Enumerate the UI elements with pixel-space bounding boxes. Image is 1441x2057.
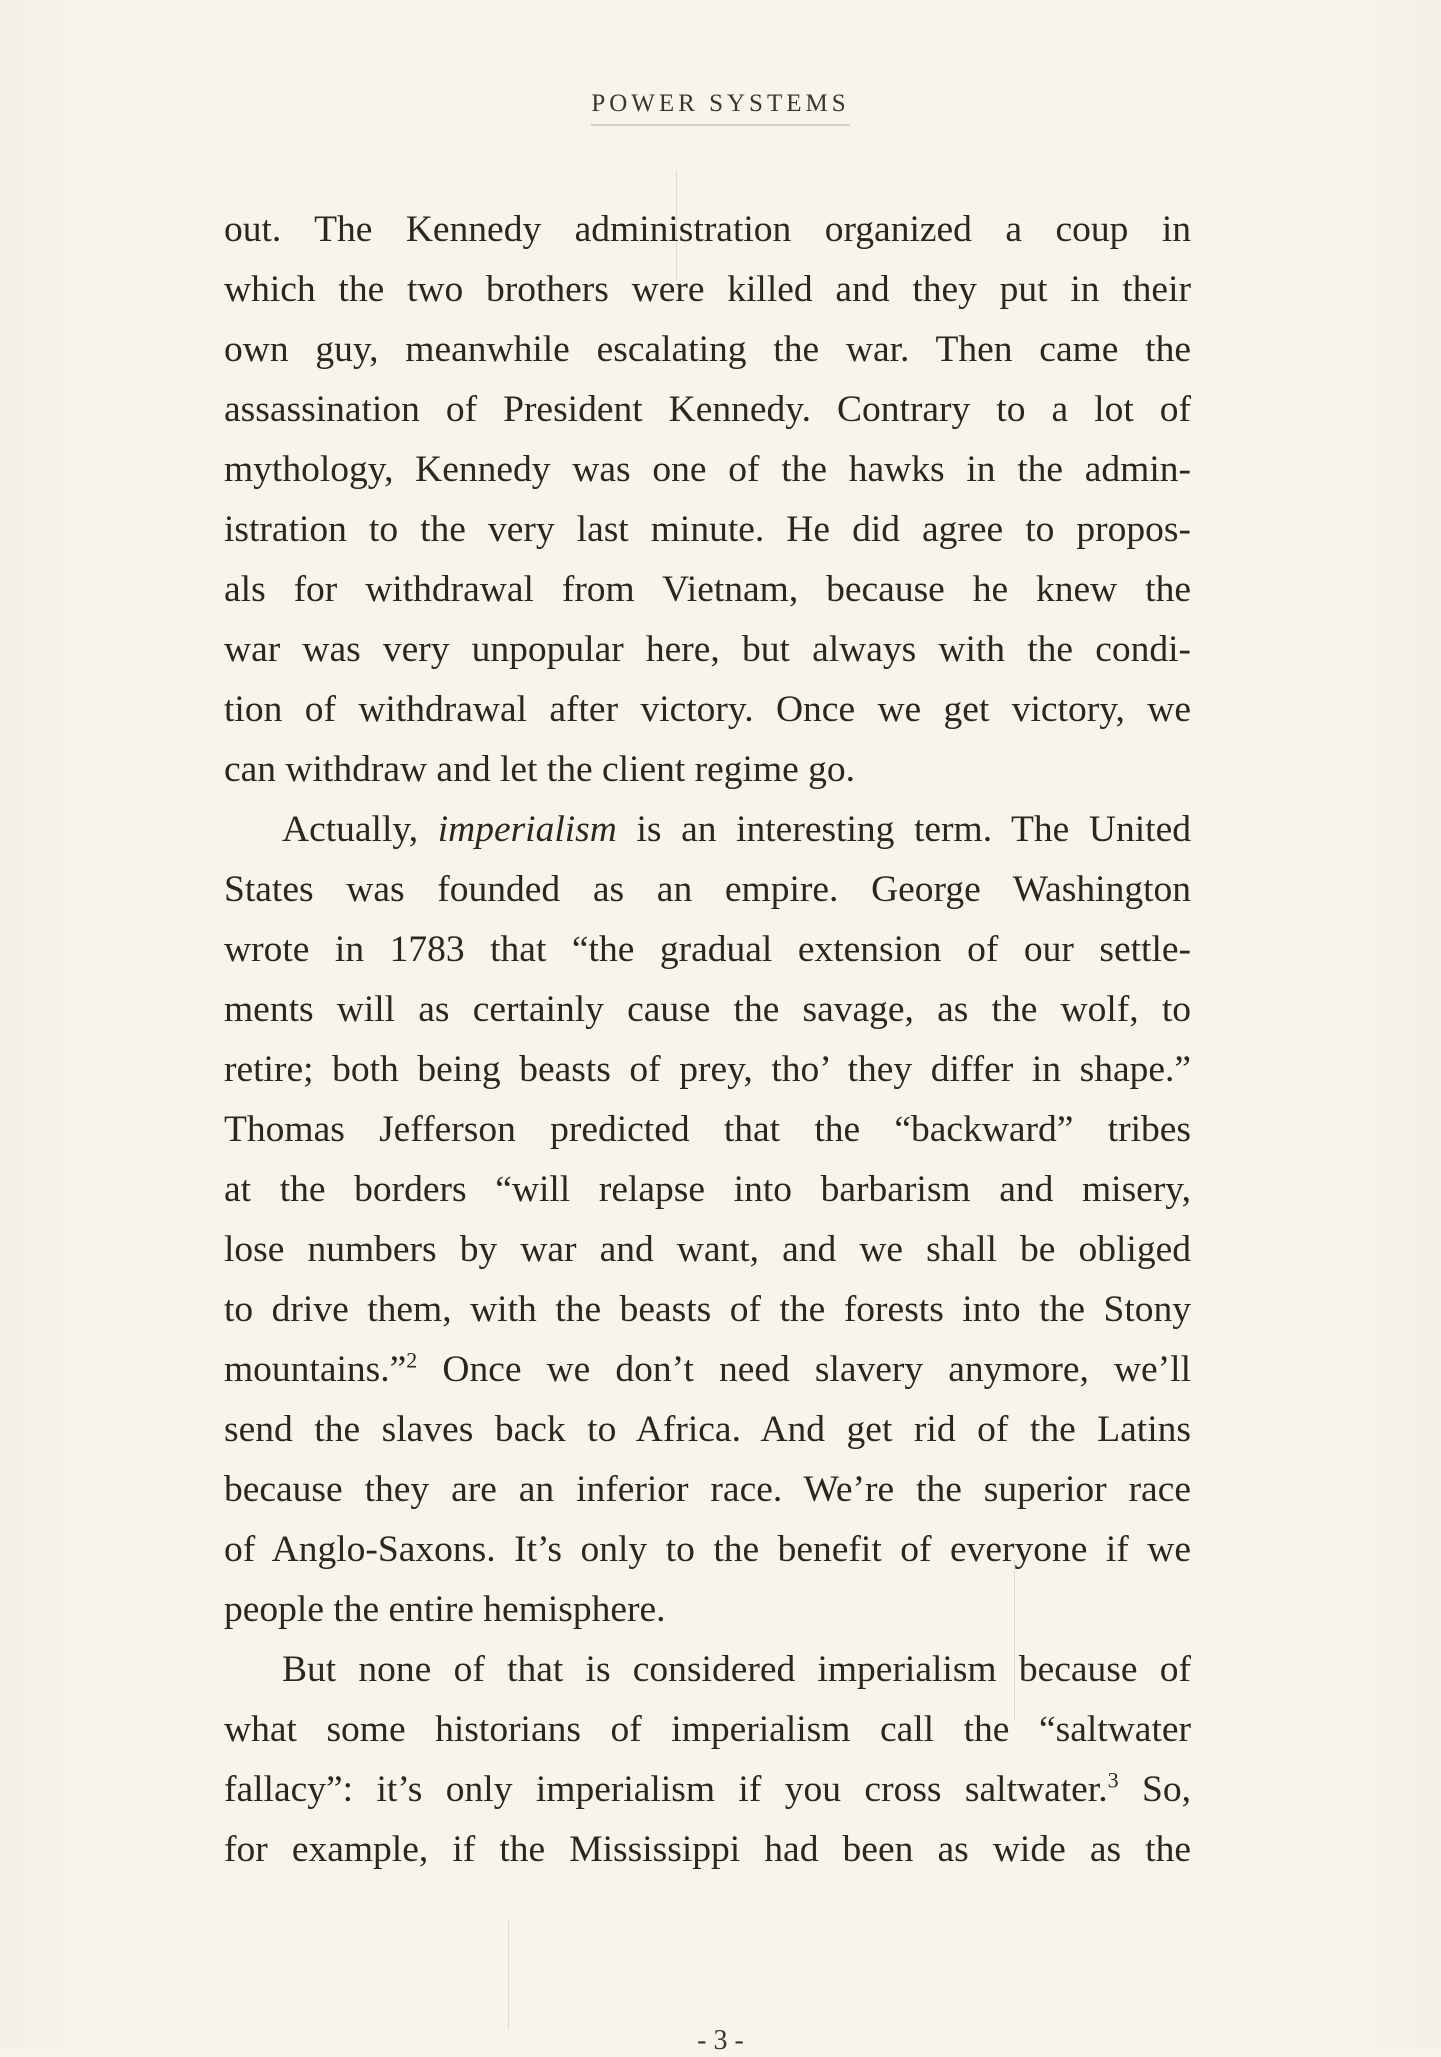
text-line: at the borders “will relapse into barbarism and misery, (224, 1169, 1191, 1210)
paragraph-3 (224, 1640, 1191, 1880)
text-line: als for withdrawal from Vietnam, because he knew the (224, 569, 1191, 610)
text-line: retire; both being beasts of prey, tho’ they differ in shape.” (224, 1049, 1191, 1090)
text-line: what some historians of imperialism call the “saltwater (224, 1709, 1191, 1750)
text-line: of Anglo-Saxons. It’s only to the benefit of everyone if we (224, 1529, 1191, 1570)
text-line: tion of withdrawal after victory. Once we get victory, we (224, 689, 1191, 730)
body-text (224, 200, 1191, 1880)
page-crease (508, 1920, 509, 2030)
text-line: to drive them, with the beasts of the forests into the Stony (224, 1289, 1191, 1330)
footnote-ref: 2 (406, 1347, 418, 1373)
italic-term: imperialism (437, 809, 617, 850)
text-line: But none of that is considered imperialism because of (282, 1649, 1191, 1690)
text-line (224, 800, 1191, 860)
text-run: fallacy”: it’s only imperialism if you cross saltwater. (224, 1769, 1108, 1810)
text-line: assassination of President Kennedy. Contrary to a lot of (224, 389, 1191, 430)
paragraph-2 (224, 800, 1191, 1640)
text-line: because they are an inferior race. We’re the superior race (224, 1469, 1191, 1510)
text-line: send the slaves back to Africa. And get rid of the Latins (224, 1409, 1191, 1450)
text-line: istration to the very last minute. He did agree to propos- (224, 509, 1191, 550)
text-line: war was very unpopular here, but always with the condi- (224, 629, 1191, 670)
text-line (224, 1760, 1191, 1820)
text-line: can withdraw and let the client regime go. (224, 749, 856, 790)
paragraph-1 (224, 200, 1191, 800)
text-run: Once we don’t need slavery anymore, we’ll (417, 1349, 1191, 1390)
running-head (0, 90, 1441, 126)
footnote-ref: 3 (1107, 1767, 1119, 1793)
text-run: So, (1118, 1769, 1192, 1810)
text-line: out. The Kennedy administration organized a coup in (224, 209, 1191, 250)
text-run: is an interesting term. The United (616, 809, 1191, 850)
page-number: - 3 - (697, 2025, 744, 2056)
text-line: Thomas Jefferson predicted that the “backward” tribes (224, 1109, 1191, 1150)
text-line (224, 1340, 1191, 1400)
text-run: Actually, (282, 809, 438, 850)
text-line: States was founded as an empire. George Washington (224, 869, 1191, 910)
text-line: mythology, Kennedy was one of the hawks in the admin- (224, 449, 1191, 490)
text-line: people the entire hemisphere. (224, 1589, 666, 1630)
text-run: mountains.” (224, 1349, 407, 1390)
text-line: ments will as certainly cause the savage, as the wolf, to (224, 989, 1191, 1030)
text-line: for example, if the Mississippi had been as wide as the (224, 1829, 1191, 1870)
text-line: which the two brothers were killed and they put in their (224, 269, 1191, 310)
running-head-text: POWER SYSTEMS (591, 90, 849, 126)
text-line: lose numbers by war and want, and we shall be obliged (224, 1229, 1191, 1270)
text-line: own guy, meanwhile escalating the war. Then came the (224, 329, 1191, 370)
text-line: wrote in 1783 that “the gradual extension of our settle- (224, 929, 1191, 970)
